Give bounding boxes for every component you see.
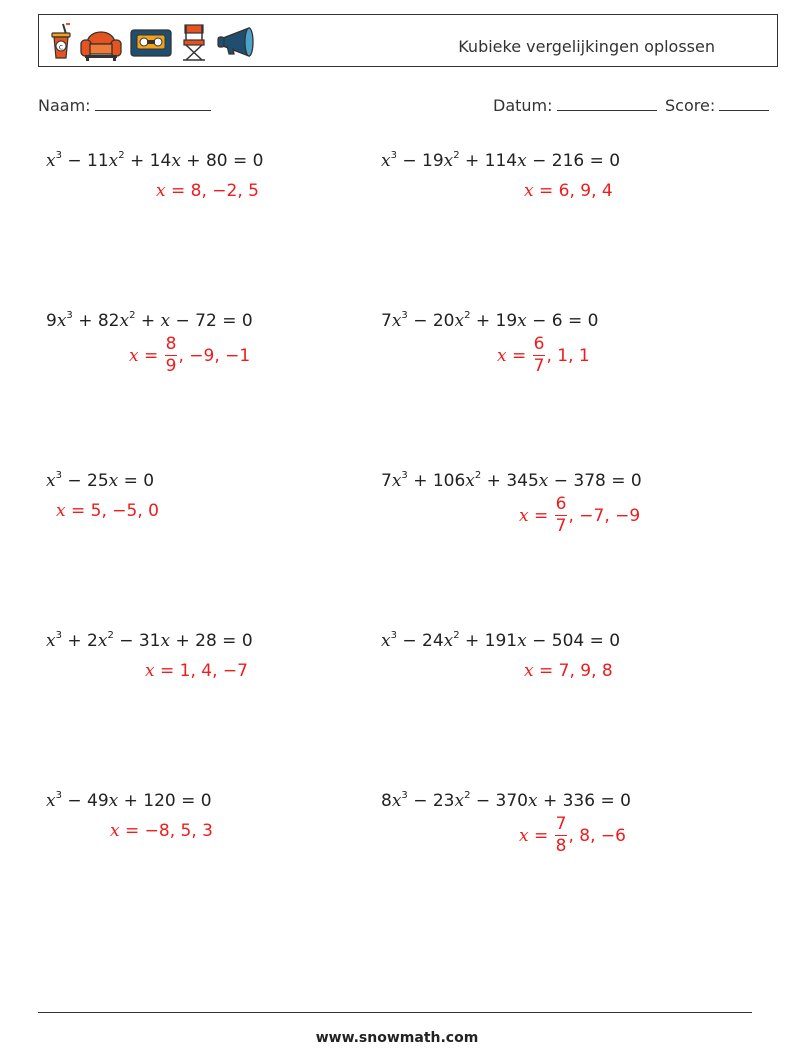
answer-equals: = [65, 501, 91, 521]
variable: x [454, 791, 465, 811]
exponent: 3 [401, 310, 408, 322]
equation-term: − 19 [396, 151, 444, 171]
exponent: 3 [55, 790, 62, 802]
answer [145, 661, 248, 681]
equation [381, 471, 642, 491]
exponent: 2 [118, 150, 125, 162]
equation [381, 791, 631, 811]
variable: x [443, 151, 454, 171]
answer [56, 501, 159, 521]
answer-variable: x [156, 181, 166, 201]
worksheet-header [38, 14, 778, 67]
equation-term: − 216 = 0 [526, 151, 621, 171]
answer [519, 496, 640, 535]
svg-text:c: c [58, 42, 64, 52]
equation-term: + 336 = 0 [537, 791, 631, 811]
variable: x [443, 631, 454, 651]
variable: x [454, 311, 465, 331]
equation-term: 9 [46, 311, 57, 331]
equation [46, 311, 253, 331]
worksheet-title: Kubieke vergelijkingen oplossen [458, 37, 715, 56]
score-line[interactable] [719, 94, 769, 111]
name-field [38, 94, 211, 115]
variable: x [517, 151, 527, 171]
equation-term: + 106 [407, 471, 466, 491]
exponent: 3 [401, 470, 408, 482]
variable: x [391, 311, 402, 331]
variable: x [538, 471, 549, 491]
answer [129, 336, 250, 375]
exponent: 2 [453, 150, 460, 162]
date-line[interactable] [557, 94, 657, 111]
answer-fraction [165, 336, 178, 375]
exponent: 2 [464, 310, 471, 322]
answer-roots: 8, −2, 5 [190, 181, 259, 201]
variable: x [46, 631, 56, 651]
variable: x [46, 791, 56, 811]
equation-term: + 120 = 0 [118, 791, 212, 811]
equation [46, 631, 253, 651]
answer-variable: x [497, 345, 507, 366]
equation-term: = 0 [118, 471, 155, 491]
answer-variable: x [56, 501, 66, 521]
variable: x [381, 631, 391, 651]
variable: x [97, 631, 108, 651]
equation-term: − 6 = 0 [526, 311, 599, 331]
score-label: Score: [665, 96, 716, 115]
equation [46, 471, 154, 491]
answer-equals: = [138, 345, 164, 366]
variable: x [46, 471, 56, 491]
equation-term: − 11 [61, 151, 109, 171]
answer-variable: x [145, 661, 155, 681]
answer-roots: 5, −5, 0 [90, 501, 159, 521]
name-label: Naam: [38, 96, 91, 115]
date-field [493, 94, 657, 115]
answer-fraction [555, 816, 568, 855]
answer-roots: , 8, −6 [568, 825, 626, 846]
variable: x [56, 311, 67, 331]
equation [381, 631, 620, 651]
answer-variable: x [519, 505, 529, 526]
equation-term: + 114 [459, 151, 518, 171]
fraction-denominator: 7 [533, 356, 545, 376]
footer-divider [38, 1012, 752, 1013]
fraction-numerator: 7 [555, 814, 567, 834]
fraction-numerator: 6 [533, 334, 545, 354]
equation-term: + 82 [72, 311, 120, 331]
equation-term: + 14 [124, 151, 172, 171]
equation-term: 7 [381, 471, 392, 491]
exponent: 3 [55, 150, 62, 162]
answer-variable: x [524, 181, 534, 201]
variable: x [119, 311, 130, 331]
answer-variable: x [129, 345, 139, 366]
fraction-denominator: 8 [555, 836, 567, 856]
variable: x [391, 471, 402, 491]
equation-term: − 20 [407, 311, 455, 331]
exponent: 3 [55, 630, 62, 642]
variable: x [171, 151, 181, 171]
variable: x [160, 631, 171, 651]
answer-fraction [555, 496, 568, 535]
footer-url: www.snowmath.com [315, 1030, 479, 1046]
answer-equals: = [528, 825, 554, 846]
answer-variable: x [524, 661, 534, 681]
exponent: 2 [129, 310, 136, 322]
exponent: 3 [390, 630, 397, 642]
equation-term: 8 [381, 791, 392, 811]
equation-term: + 28 = 0 [170, 631, 253, 651]
variable: x [391, 791, 402, 811]
answer-variable: x [110, 821, 120, 841]
variable: x [46, 151, 56, 171]
exponent: 2 [474, 470, 482, 482]
date-label: Datum: [493, 96, 553, 115]
answer-roots: , −7, −9 [568, 505, 641, 526]
answer-roots: , −9, −1 [178, 345, 251, 366]
name-line[interactable] [95, 94, 211, 111]
answer [110, 821, 213, 841]
variable: x [381, 151, 391, 171]
header-icons [49, 21, 257, 63]
equation-term: − 72 = 0 [170, 311, 253, 331]
exponent: 3 [390, 150, 397, 162]
equation-term: + 19 [470, 311, 518, 331]
exponent: 2 [464, 790, 471, 802]
answer-equals: = [154, 661, 180, 681]
answer [524, 661, 613, 681]
equation-term: − 23 [407, 791, 455, 811]
fraction-denominator: 7 [555, 516, 567, 536]
answer [519, 816, 626, 855]
armchair-icon [79, 22, 123, 62]
exponent: 2 [107, 630, 114, 642]
equation-term: + 80 = 0 [180, 151, 264, 171]
equation [381, 151, 620, 171]
equation-term: − 25 [61, 471, 109, 491]
answer-roots: −8, 5, 3 [144, 821, 213, 841]
answer-roots: 6, 9, 4 [558, 181, 613, 201]
answer-equals: = [528, 505, 554, 526]
answer-equals: = [533, 661, 559, 681]
equation [46, 791, 212, 811]
exponent: 2 [453, 630, 460, 642]
variable: x [108, 471, 119, 491]
variable: x [517, 311, 527, 331]
equation-term: − 24 [396, 631, 444, 651]
variable: x [465, 471, 475, 491]
answer [497, 336, 590, 375]
exponent: 3 [55, 470, 62, 482]
exponent: 3 [66, 310, 73, 322]
answer-roots: 1, 4, −7 [179, 661, 248, 681]
answer [156, 181, 259, 201]
score-field [665, 94, 769, 115]
answer-fraction [533, 336, 546, 375]
variable: x [517, 631, 527, 651]
equation-term: 7 [381, 311, 392, 331]
variable: x [108, 151, 119, 171]
variable: x [527, 791, 538, 811]
variable: x [160, 311, 171, 331]
exponent: 3 [401, 790, 408, 802]
equation-term: − 370 [470, 791, 528, 811]
equation-term: − 504 = 0 [526, 631, 621, 651]
equation [46, 151, 263, 171]
answer-equals: = [506, 345, 532, 366]
equation-term: + 345 [481, 471, 539, 491]
answer [524, 181, 613, 201]
equation-term: + [135, 311, 161, 331]
equation-term: − 49 [61, 791, 109, 811]
equation-term: + 191 [459, 631, 518, 651]
answer-equals: = [165, 181, 191, 201]
answer-equals: = [119, 821, 145, 841]
equation-term: − 31 [113, 631, 161, 651]
answer-roots: 7, 9, 8 [558, 661, 613, 681]
megaphone-icon [215, 22, 257, 62]
director-chair-icon [179, 22, 209, 62]
fraction-numerator: 8 [165, 334, 177, 354]
fraction-numerator: 6 [555, 494, 567, 514]
equation-term: − 378 = 0 [548, 471, 642, 491]
answer-equals: = [533, 181, 559, 201]
answer-variable: x [519, 825, 529, 846]
drink-cup-icon [49, 22, 73, 62]
equation-term: + 2 [61, 631, 98, 651]
fraction-denominator: 9 [165, 356, 177, 376]
answer-roots: , 1, 1 [546, 345, 590, 366]
vhs-tape-icon [129, 22, 173, 62]
equation [381, 311, 598, 331]
variable: x [108, 791, 119, 811]
